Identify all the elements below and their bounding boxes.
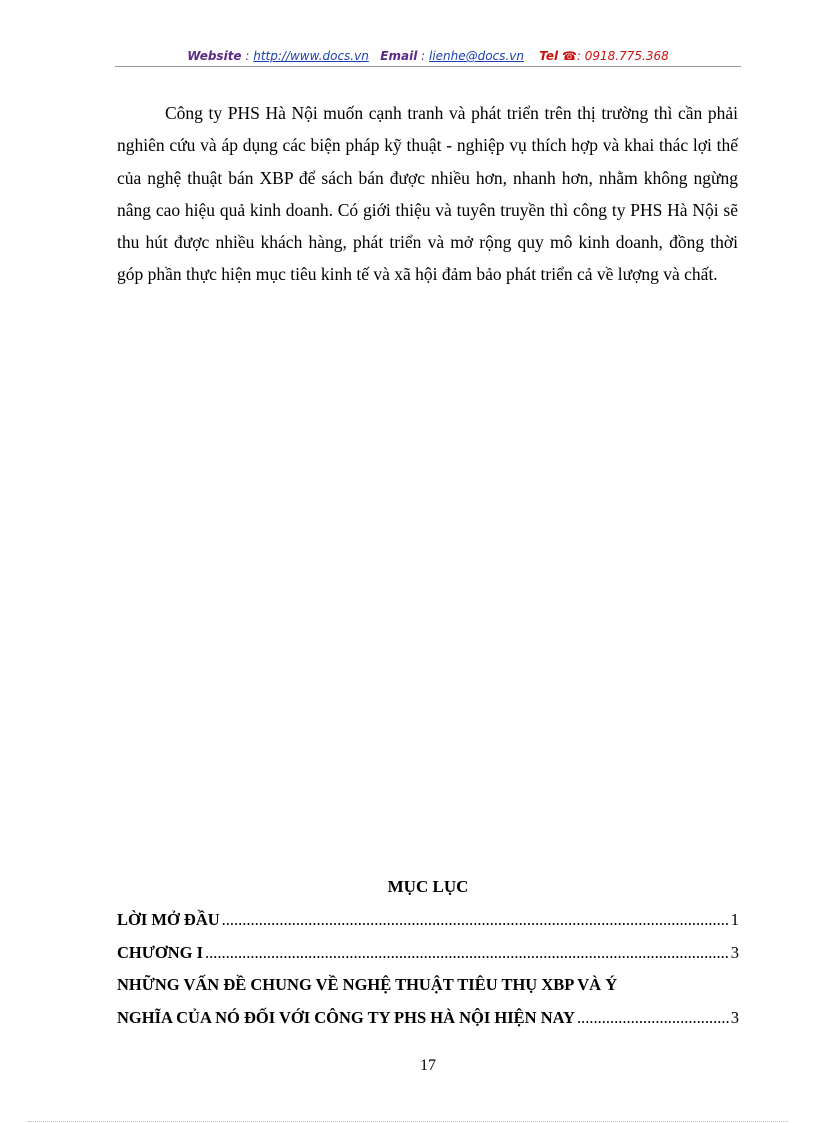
toc-entry-loi-mo-dau[interactable] [117, 904, 739, 937]
toc-entry-text-line2: NGHĨA CỦA NÓ ĐỐI VỚI CÔNG TY PHS HÀ NỘI HIỆN NAY [117, 1007, 575, 1027]
toc-entry-text-line1: NHỮNG VẤN ĐỀ CHUNG VỀ NGHỆ THUẬT TIÊU THỤ XBP VÀ Ý [117, 975, 618, 994]
toc-leader-dots [577, 1002, 729, 1035]
toc-entry-page: 1 [730, 910, 739, 929]
toc-entry-text: LỜI MỞ ĐẦU [117, 910, 220, 929]
page-number: 17 [420, 1057, 436, 1074]
toc-entry-text: CHƯƠNG I [117, 942, 204, 962]
email-separator: : [417, 49, 429, 63]
website-label: Website [187, 49, 242, 63]
phone-icon: ☎ [561, 49, 577, 63]
tel-label: Tel [539, 49, 559, 63]
email-label: Email [380, 49, 418, 63]
body-paragraph: Công ty PHS Hà Nội muốn cạnh tranh và phát triển trên thị trường thì cần phải nghiên cứu và áp dụng các biện pháp kỹ thuật - nghiệp vụ thích hợp và khai thác lợi thế của nghệ thuật bán XBP để sách bán được nhiều hơn, nhanh hơn, nhằm không ngừng nâng cao hiệu quả kinh doanh. Có giới thiệu và tuyên truyền thì công ty PHS Hà Nội sẽ thu hút được nhiều khách hàng, phát triển và mở rộng quy mô kinh doanh, đồng thời góp phần thực hiện mục tiêu kinh tế và xã hội đảm bảo phát triển cả về lượng và chất. [117, 103, 738, 285]
toc-entry-last-line [117, 1002, 739, 1035]
page-header [115, 47, 741, 65]
email-link[interactable]: lienhe@docs.vn [428, 49, 524, 63]
toc-entry-nhung-van-de-chung[interactable] [117, 969, 739, 1034]
tel-value: : 0918.775.368 [576, 49, 669, 63]
website-separator: : [241, 49, 254, 63]
toc-entry-chuong-i[interactable] [117, 937, 739, 970]
page-bottom-divider [28, 1121, 788, 1122]
table-of-contents [117, 904, 739, 1034]
toc-entry-page: 3 [730, 1007, 739, 1027]
toc-title: MỤC LỤC [387, 877, 469, 896]
toc-entry-page: 3 [730, 942, 739, 962]
toc-leader-dots [222, 904, 729, 937]
toc-leader-dots [205, 937, 729, 970]
website-link[interactable]: http://www.docs.vn [253, 49, 369, 63]
header-divider [115, 66, 741, 67]
